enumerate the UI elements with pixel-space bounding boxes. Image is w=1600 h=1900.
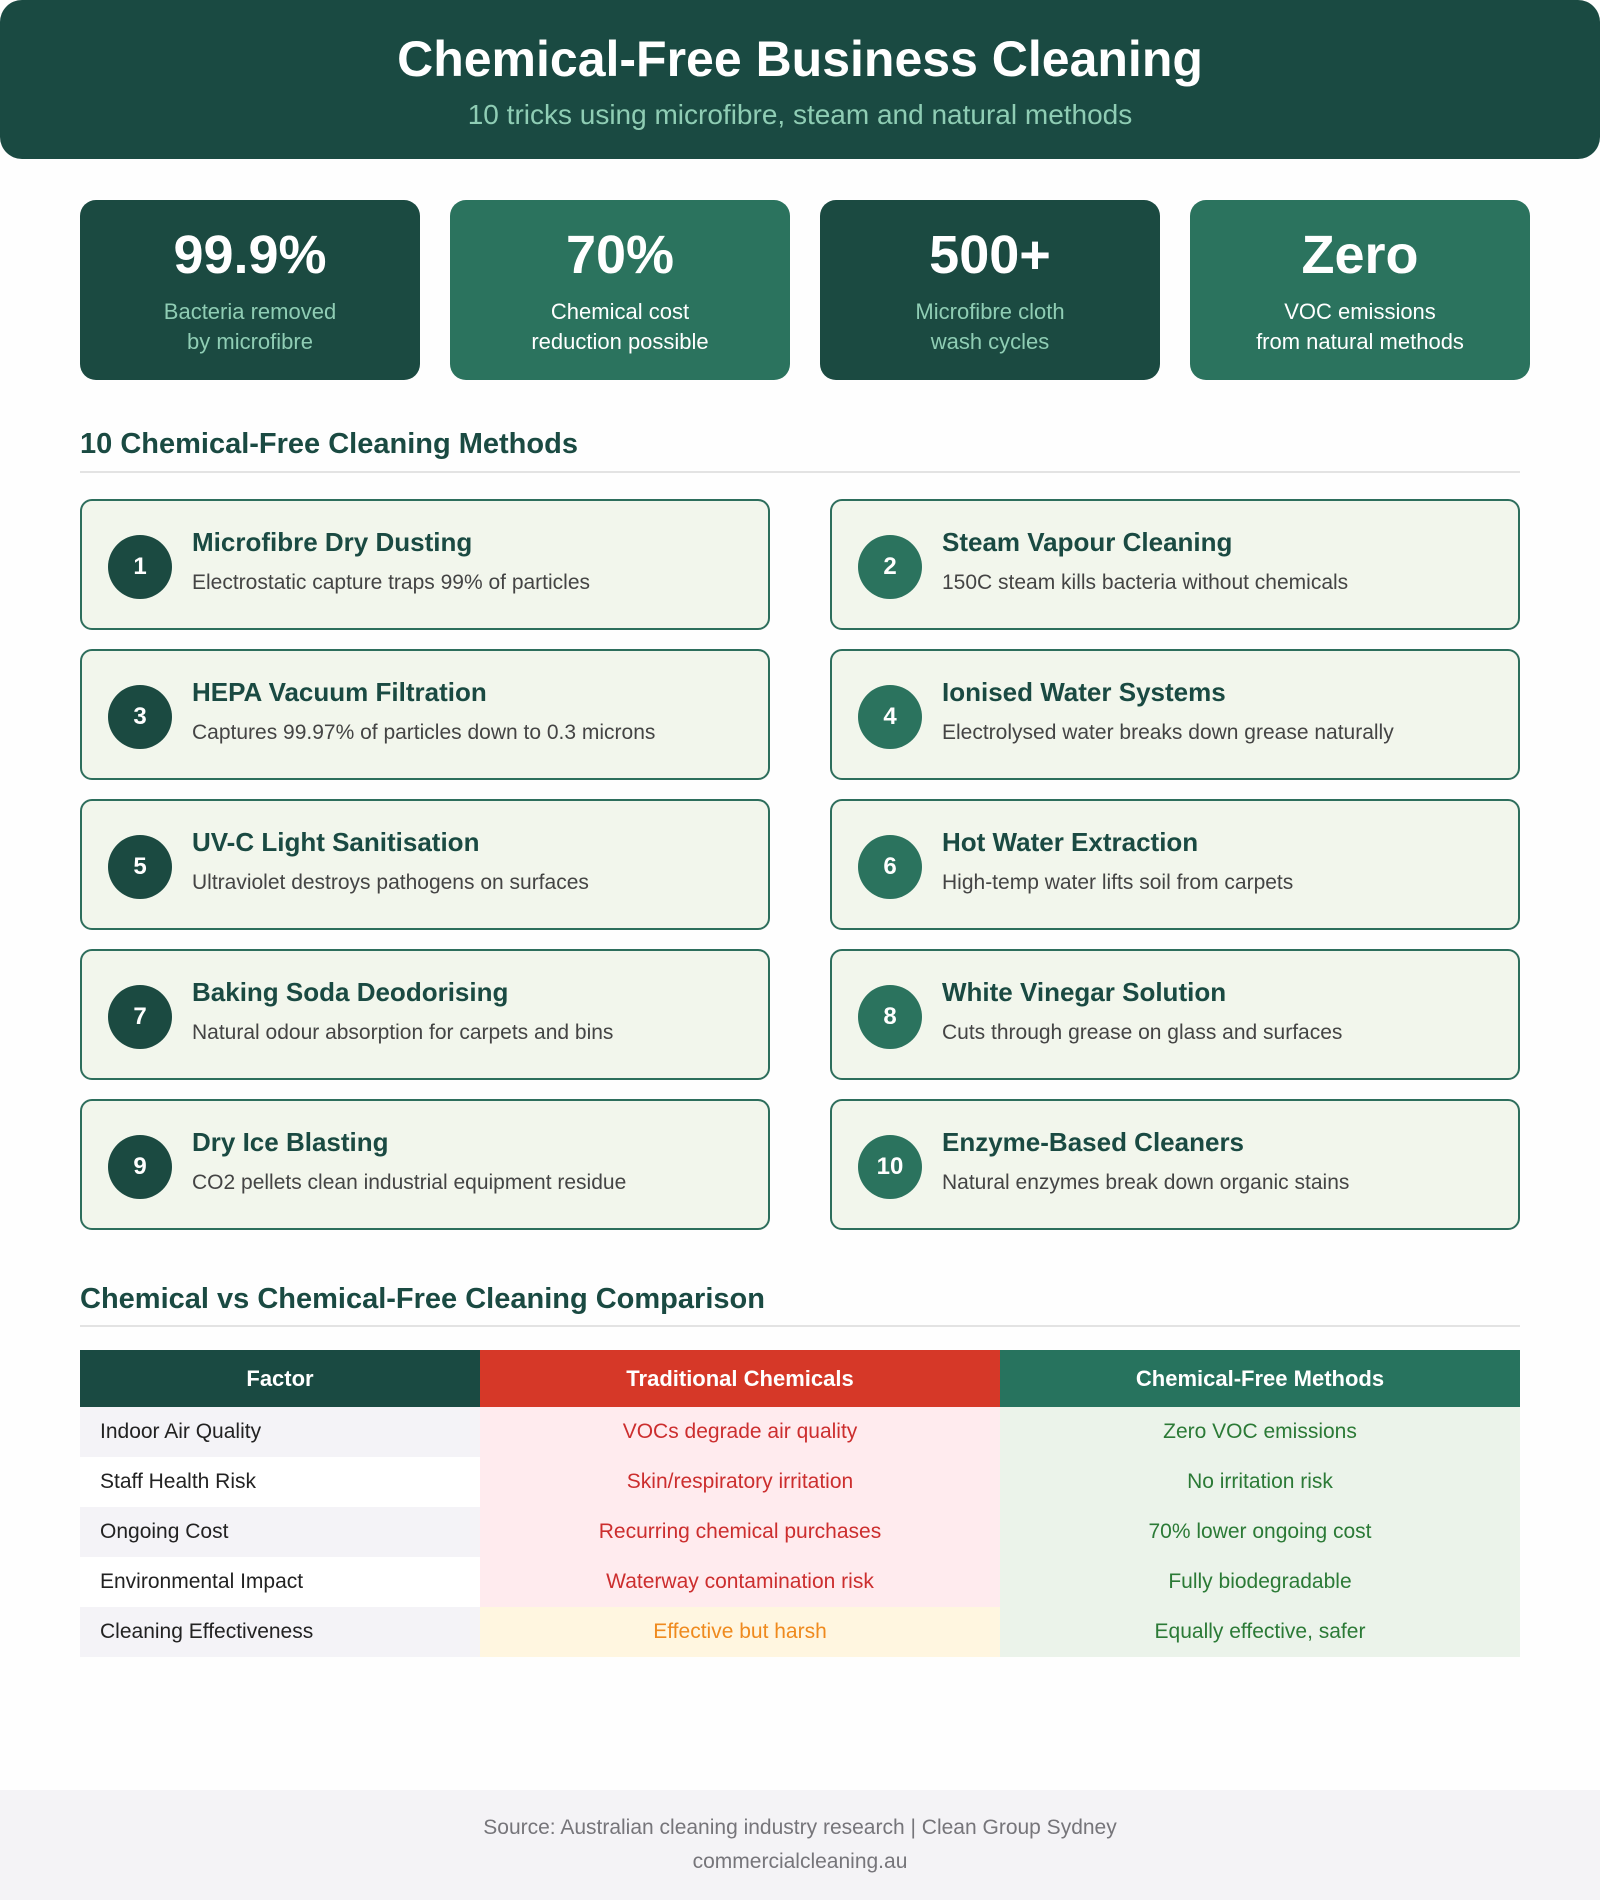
- method-title: Ionised Water Systems: [942, 677, 1226, 707]
- stat-label-line: VOC emissions: [1284, 299, 1436, 324]
- method-title: UV-C Light Sanitisation: [192, 827, 480, 857]
- table-row: [80, 1607, 1520, 1657]
- method-title: Hot Water Extraction: [942, 827, 1199, 857]
- method-description: Electrostatic capture traps 99% of particles: [192, 571, 591, 594]
- method-title: Microfibre Dry Dusting: [192, 527, 473, 557]
- stat-label-line: Chemical cost: [550, 299, 690, 324]
- table-row: [80, 1407, 1520, 1457]
- chemical-free-cell: Zero VOC emissions: [1000, 1407, 1520, 1457]
- footer: [0, 1790, 1600, 1900]
- methods-section-title: 10 Chemical-Free Cleaning Methods: [80, 428, 578, 460]
- method-description: Natural odour absorption for carpets and bins: [192, 1021, 614, 1044]
- factor-cell: Environmental Impact: [80, 1557, 480, 1607]
- method-description: Natural enzymes break down organic stains: [942, 1171, 1350, 1194]
- traditional-cell: Waterway contamination risk: [480, 1557, 1000, 1607]
- number-badge: 9: [108, 1135, 172, 1199]
- stat-label: [1190, 297, 1530, 357]
- stat-label: [820, 297, 1160, 357]
- method-description: High-temp water lifts soil from carpets: [942, 871, 1294, 894]
- page-subtitle: 10 tricks using microfibre, steam and natural methods: [467, 99, 1133, 130]
- stat-label-line: Microfibre cloth: [915, 299, 1065, 324]
- stat-card-voc: [1190, 200, 1530, 380]
- number-badge: 1: [108, 535, 172, 599]
- number-badge: 8: [858, 985, 922, 1049]
- method-title: Steam Vapour Cleaning: [942, 527, 1233, 557]
- method-description: Electrolysed water breaks down grease naturally: [942, 721, 1394, 744]
- section-divider: [80, 1325, 1520, 1327]
- traditional-cell: Skin/respiratory irritation: [480, 1457, 1000, 1507]
- stat-value: 99.9%: [173, 225, 327, 285]
- method-card-9: [80, 1099, 770, 1230]
- method-description: Captures 99.97% of particles down to 0.3 microns: [192, 721, 656, 744]
- stat-value: Zero: [1301, 225, 1419, 285]
- number-badge: 4: [858, 685, 922, 749]
- chemical-free-cell: No irritation risk: [1000, 1457, 1520, 1507]
- column-header-traditional: Traditional Chemicals: [480, 1350, 1000, 1407]
- stat-card-cost: [450, 200, 790, 380]
- method-card-3: [80, 649, 770, 780]
- method-description: 150C steam kills bacteria without chemicals: [942, 571, 1349, 594]
- method-description: Ultraviolet destroys pathogens on surfaces: [192, 871, 589, 894]
- stat-label-line: reduction possible: [531, 329, 709, 354]
- method-title: Baking Soda Deodorising: [192, 977, 509, 1007]
- method-card-8: [830, 949, 1520, 1080]
- stat-label-line: from natural methods: [1256, 329, 1464, 354]
- page-title: Chemical-Free Business Cleaning: [397, 31, 1203, 87]
- method-title: HEPA Vacuum Filtration: [192, 677, 487, 707]
- chemical-free-cell: Fully biodegradable: [1000, 1557, 1520, 1607]
- column-header-factor: Factor: [80, 1350, 480, 1407]
- method-title: White Vinegar Solution: [942, 977, 1227, 1007]
- method-card-6: [830, 799, 1520, 930]
- stat-label-line: by microfibre: [187, 329, 313, 354]
- method-card-10: [830, 1099, 1520, 1230]
- method-card-1: [80, 499, 770, 630]
- table-row: [80, 1457, 1520, 1507]
- comparison-section-title: Chemical vs Chemical-Free Cleaning Comparison: [80, 1283, 765, 1315]
- stat-value: 70%: [565, 225, 675, 285]
- number-badge: 3: [108, 685, 172, 749]
- stat-label: [450, 297, 790, 357]
- source-credit: Source: Australian cleaning industry research | Clean Group Sydney: [483, 1816, 1117, 1839]
- table-row: [80, 1557, 1520, 1607]
- method-description: CO2 pellets clean industrial equipment residue: [192, 1171, 627, 1194]
- header-banner: [0, 0, 1600, 159]
- table-row: [80, 1507, 1520, 1557]
- chemical-free-cell: Equally effective, safer: [1000, 1607, 1520, 1657]
- stat-label-line: wash cycles: [930, 329, 1050, 354]
- number-badge: 10: [858, 1135, 922, 1199]
- method-title: Dry Ice Blasting: [192, 1127, 389, 1157]
- stat-card-bacteria: [80, 200, 420, 380]
- factor-cell: Indoor Air Quality: [80, 1407, 480, 1457]
- website-label: commercialcleaning.au: [692, 1850, 908, 1873]
- factor-cell: Cleaning Effectiveness: [80, 1607, 480, 1657]
- factor-cell: Staff Health Risk: [80, 1457, 480, 1507]
- method-card-2: [830, 499, 1520, 630]
- table-header-row: [80, 1350, 1520, 1407]
- stat-label: [80, 297, 420, 357]
- section-divider: [80, 471, 1520, 473]
- number-badge: 5: [108, 835, 172, 899]
- method-title: Enzyme-Based Cleaners: [942, 1127, 1245, 1157]
- comparison-table: [80, 1350, 1520, 1657]
- factor-cell: Ongoing Cost: [80, 1507, 480, 1557]
- stat-value: 500+: [929, 225, 1051, 285]
- method-card-7: [80, 949, 770, 1080]
- method-description: Cuts through grease on glass and surfaces: [942, 1021, 1343, 1044]
- method-card-5: [80, 799, 770, 930]
- number-badge: 7: [108, 985, 172, 1049]
- traditional-cell: Recurring chemical purchases: [480, 1507, 1000, 1557]
- number-badge: 6: [858, 835, 922, 899]
- traditional-cell: Effective but harsh: [480, 1607, 1000, 1657]
- chemical-free-cell: 70% lower ongoing cost: [1000, 1507, 1520, 1557]
- traditional-cell: VOCs degrade air quality: [480, 1407, 1000, 1457]
- stat-label-line: Bacteria removed: [163, 299, 337, 324]
- stat-card-wash-cycles: [820, 200, 1160, 380]
- stats-row: [80, 200, 1530, 380]
- method-card-4: [830, 649, 1520, 780]
- number-badge: 2: [858, 535, 922, 599]
- column-header-chemical-free: Chemical-Free Methods: [1000, 1350, 1520, 1407]
